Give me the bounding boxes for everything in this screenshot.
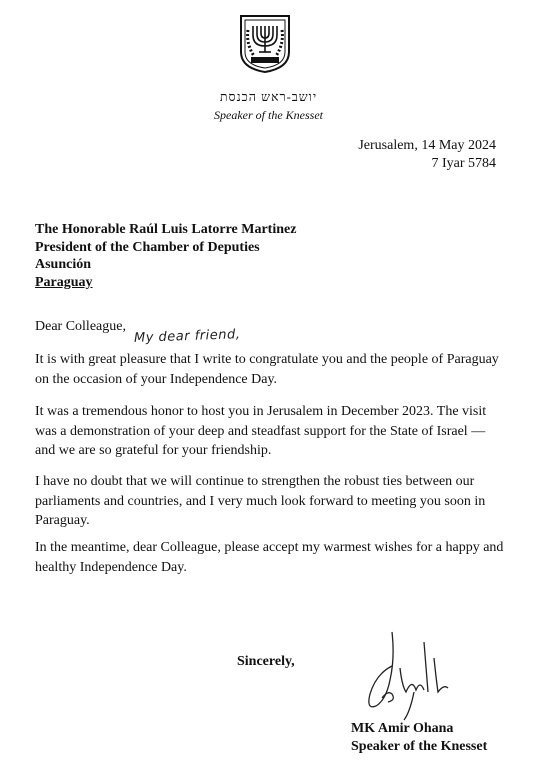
signatory-name: MK Amir Ohana xyxy=(351,721,454,736)
addressee-city: Asunción xyxy=(35,257,92,272)
menorah-emblem-icon xyxy=(236,12,294,74)
body-paragraph-3: I have no doubt that we will continue to strengthen the robust ties between our parliaments and countries, and I very much look forward to meeting you soon in Paraguay. xyxy=(35,474,486,528)
handwritten-note: My dear friend, xyxy=(133,327,241,346)
addressee-country: Paraguay xyxy=(35,274,93,290)
letterhead-hebrew-title: יושב-ראש הכנסת xyxy=(219,90,318,104)
salutation: Dear Colleague, xyxy=(35,319,126,334)
letterhead-english-subtitle: Speaker of the Knesset xyxy=(214,108,323,122)
date-block xyxy=(358,137,496,173)
handwritten-signature xyxy=(352,628,462,723)
addressee-block xyxy=(35,221,296,291)
hebrew-date: 7 Iyar 5784 xyxy=(431,156,496,171)
addressee-position: President of the Chamber of Deputies xyxy=(35,239,260,255)
body-paragraph-1: It is with great pleasure that I write to congratulate you and the people of Paraguay on the occasion of your Independence Day. xyxy=(35,352,499,387)
closing: Sincerely, xyxy=(237,654,295,669)
gregorian-date: Jerusalem, 14 May 2024 xyxy=(358,138,496,153)
addressee-name: The Honorable Raúl Luis Latorre Martinez xyxy=(35,222,297,237)
body-paragraph-4: In the meantime, dear Colleague, please accept my warmest wishes for a happy and healthy Independence Day. xyxy=(35,540,504,575)
signatory-block xyxy=(351,720,487,756)
signatory-title: Speaker of the Knesset xyxy=(351,739,488,754)
body-paragraph-2: It was a tremendous honor to host you in Jerusalem in December 2023. The visit was a demonstration of your deep and steadfast support for the State of Israel — and we are so grateful for your friendship. xyxy=(35,404,487,458)
